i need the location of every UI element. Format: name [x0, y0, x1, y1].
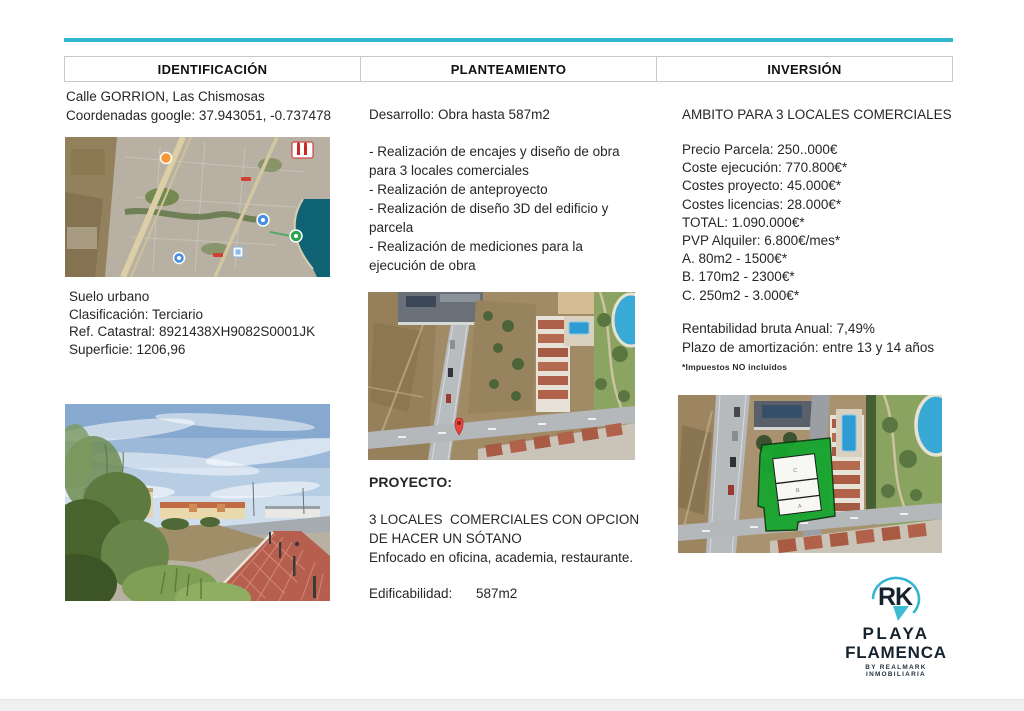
- profitability-line: Rentabilidad bruta Anual: 7,49%: [682, 321, 875, 336]
- buildability-value: 587m2: [476, 586, 518, 601]
- plot-details-block: [69, 288, 369, 358]
- task-item: - Realización de mediciones para la ejecución de obra: [369, 239, 583, 273]
- project-label: PROYECTO:: [369, 474, 452, 490]
- accent-divider-line: [64, 38, 953, 42]
- aerial-photo-graphic: [368, 292, 635, 460]
- header-inversion: INVERSIÓN: [657, 56, 953, 82]
- project-description: 3 LOCALES COMERCIALES CON OPCION DE HACER UN SÓTANO: [369, 512, 643, 546]
- plot-detail-line: Clasificación: Terciario: [69, 306, 204, 322]
- address-block: [66, 87, 366, 125]
- blue-marker-icon: [174, 253, 185, 264]
- investment-lines: [682, 141, 957, 305]
- investment-line: Coste ejecución: 770.800€*: [682, 160, 848, 176]
- unit-label-b: B: [795, 487, 801, 495]
- plot-green-overlay: [758, 438, 835, 531]
- plot-photo-graphic: [65, 404, 330, 601]
- task-item: - Realización de encajes y diseño de obra para 3 locales comerciales: [369, 144, 620, 178]
- page-footer-band: [0, 699, 1024, 711]
- map-brand-badge-icon: [292, 142, 313, 158]
- task-item: - Realización de diseño 3D del edificio y parcela: [369, 201, 609, 235]
- satellite-map-graphic: [65, 137, 330, 277]
- building-footprint: [773, 454, 822, 516]
- rk-logo-icon: [864, 574, 928, 624]
- header-identificacion: IDENTIFICACIÓN: [64, 56, 361, 82]
- logo-tagline: BY REALMARK INMOBILIARIA: [865, 664, 927, 678]
- header-planteamiento: PLANTEAMIENTO: [361, 56, 657, 82]
- green-marker-icon: [290, 230, 302, 242]
- development-line: Desarrollo: Obra hasta 587m2: [369, 107, 550, 122]
- investment-line: Costes proyecto: 45.000€*: [682, 178, 842, 194]
- investment-title: AMBITO PARA 3 LOCALES COMERCIALES: [682, 107, 952, 122]
- buildability-label: Edificabilidad:: [369, 586, 453, 601]
- unit-label-c: C: [793, 467, 798, 475]
- swimming-pool: [564, 316, 594, 346]
- buildability-row: [369, 584, 649, 603]
- plot-overlay-graphic: [678, 395, 942, 553]
- agency-logo: [834, 574, 958, 678]
- project-description-block: [369, 510, 645, 567]
- swimming-pool: [836, 409, 862, 457]
- park-area: [594, 292, 635, 424]
- tax-disclaimer: *Impuestos NO incluidos: [682, 362, 788, 372]
- aerial-photo-image: [368, 292, 635, 460]
- investment-line: Precio Parcela: 250..000€: [682, 142, 838, 157]
- plot-photo-image: [65, 404, 330, 601]
- coordinates-line: Coordenadas google: 37.943051, -0.737478: [66, 108, 331, 123]
- returns-block: [682, 319, 972, 357]
- plot-overlay-image: [678, 395, 942, 553]
- project-focus: Enfocado en oficina, academia, restaurante.: [369, 550, 634, 565]
- commercial-buildings: [398, 292, 483, 325]
- investment-line: C. 250m2 - 3.000€*: [682, 287, 800, 303]
- investment-line: Costes licencias: 28.000€*: [682, 196, 842, 212]
- plot-detail-line: Suelo urbano: [69, 289, 150, 304]
- investment-line: B. 170m2 - 2300€*: [682, 269, 795, 285]
- section-header-table: [64, 56, 953, 82]
- amortization-line: Plazo de amortización: entre 13 y 14 años: [682, 340, 935, 355]
- investment-line: PVP Alquiler: 6.800€/mes*: [682, 233, 841, 249]
- blue-marker-icon: [257, 214, 269, 226]
- satellite-map-image: [65, 137, 330, 277]
- rk-mark-text: RK: [877, 583, 913, 611]
- unit-label-a: A: [797, 503, 802, 511]
- square-marker-icon: [233, 247, 243, 257]
- investment-line: A. 80m2 - 1500€*: [682, 251, 788, 267]
- plot-detail-line: Superficie: 1206,96: [69, 341, 186, 357]
- investment-line: TOTAL: 1.090.000€*: [682, 214, 805, 230]
- logo-line1: PLAYA: [862, 624, 930, 643]
- commercial-buildings: [754, 401, 812, 430]
- address-line: Calle GORRION, Las Chismosas: [66, 89, 265, 104]
- orange-marker-icon: [161, 153, 172, 164]
- plot-detail-line: Ref. Catastral: 8921438XH9082S0001JK: [69, 324, 316, 340]
- task-item: - Realización de anteproyecto: [369, 182, 548, 197]
- tasks-list: [369, 142, 637, 275]
- logo-line2: FLAMENCA: [845, 643, 947, 662]
